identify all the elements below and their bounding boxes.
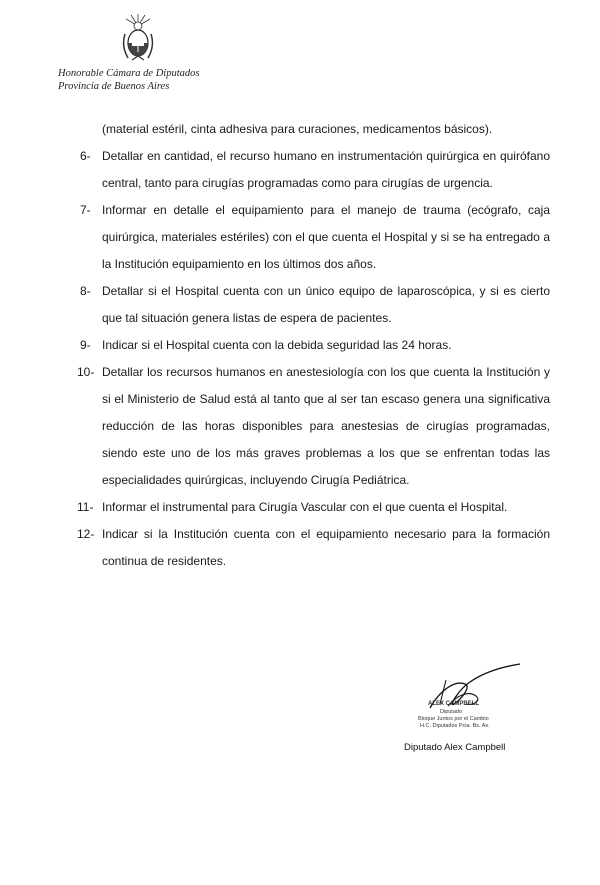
stamp-name: ALEX CAMPBELL [428,701,479,707]
item-number: 8- [80,284,91,298]
list-item [77,521,550,575]
list-item [80,332,550,359]
signatory-name: Diputado Alex Campbell [404,742,506,753]
list-item [80,278,550,332]
item-text: Detallar los recursos humanos en anestesiología con los que cuenta la Institución y si el Ministerio de Salud está al tanto que al ser tan escaso genera una significativa reducción de las horas disponibles para anestesias de cirugías programadas, siendo este uno de los más graves problemas a los que se enfrentan todas las especialidades quirúrgicas, incluyendo Cirugía Pediátrica. [102,365,550,487]
list-item [77,359,550,494]
argentina-coat-of-arms-icon [118,12,158,66]
item-number: 9- [80,338,91,352]
continuation-text: (material estéril, cinta adhesiva para curaciones, medicamentos básicos). [102,122,493,136]
item-number: 12- [77,527,95,541]
item-text: Informar el instrumental para Cirugía Vascular con el que cuenta el Hospital. [102,500,508,514]
stamp-chamber: H.C. Diputados Pcia. Bs. As. [420,723,490,729]
item-text: Detallar si el Hospital cuenta con un único equipo de laparoscópica, y si es cierto que tal situación genera listas de espera de pacientes. [102,284,550,325]
item-text: Informar en detalle el equipamiento para el manejo de trauma (ecógrafo, caja quirúrgica, materiales estériles) con el que cuenta el Hospital y si se ha entregado a la Institución equipamiento en los últimos dos años. [102,203,550,271]
item-text: Indicar si la Institución cuenta con el equipamiento necesario para la formación continua de residentes. [102,527,550,568]
item-number: 11- [77,500,94,514]
item-number: 6- [80,149,91,163]
stamp-bloc: Bloque Juntos por el Cambio [418,716,489,722]
province-name: Provincia de Buenos Aires [58,81,170,92]
institution-name: Honorable Cámara de Diputados [58,68,200,79]
item-number: 7- [80,203,91,217]
item-number: 10- [77,365,95,379]
stamp-title: Diputado [440,709,463,715]
document-body [77,116,550,575]
list-item [80,197,550,278]
signature-block [400,660,550,760]
list-item [80,143,550,197]
item-text: Detallar en cantidad, el recurso humano en instrumentación quirúrgica en quirófano central, tanto para cirugías programadas como para cirugías de urgencia. [102,149,550,190]
item-text: Indicar si el Hospital cuenta con la debida seguridad las 24 horas. [102,338,452,352]
list-item [77,494,550,521]
